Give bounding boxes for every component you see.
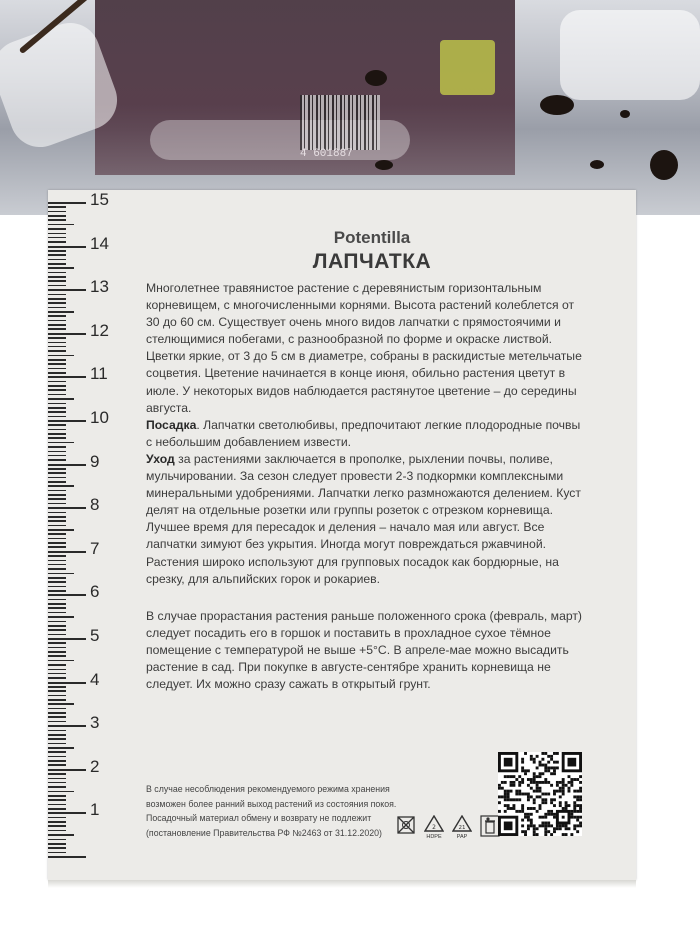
ruler-number: 10 [90, 408, 109, 427]
ruler-tick [48, 307, 66, 309]
ruler-tick [48, 542, 66, 544]
ruler-tick [48, 516, 66, 518]
storage-notice [146, 782, 396, 840]
ruler-tick [48, 389, 66, 391]
ruler-tick [48, 721, 66, 723]
ruler-tick [48, 485, 74, 487]
ruler-tick [48, 651, 66, 653]
ruler-tick [48, 778, 66, 780]
ruler-number: 1 [90, 800, 100, 820]
ruler-tick [48, 621, 66, 623]
ruler-tick [48, 525, 66, 527]
ruler-tick [48, 398, 74, 400]
ruler-tick [48, 634, 66, 636]
ruler-tick [48, 529, 74, 531]
ruler-tick [48, 834, 74, 836]
ruler-tick [48, 686, 66, 688]
ruler-tick [48, 603, 66, 605]
ruler-tick [48, 276, 66, 278]
ruler-number: 11 [90, 364, 108, 384]
ruler-tick [48, 647, 66, 649]
ruler-major-tick [48, 376, 86, 378]
ruler-tick [48, 629, 66, 631]
ruler-tick [48, 747, 74, 749]
ruler-number: 8 [90, 495, 100, 515]
ruler-number: 4 [90, 669, 100, 689]
soil-speck [590, 160, 604, 169]
ruler-number: 5 [90, 626, 100, 645]
ruler-tick [48, 677, 66, 679]
ruler-tick [48, 407, 66, 409]
planting-label: Посадка [146, 417, 197, 432]
ruler-tick [48, 795, 66, 797]
ruler-tick [48, 660, 74, 662]
svg-text:21: 21 [458, 825, 466, 831]
ruler-tick [48, 498, 66, 500]
ruler-tick [48, 324, 66, 326]
soil-speck [620, 110, 630, 118]
ruler-tick [48, 664, 66, 666]
ruler-tick [48, 320, 66, 322]
care-label: Уход [146, 451, 175, 466]
ruler-tick [48, 302, 66, 304]
ruler-tick [48, 350, 66, 352]
recycle-hdpe-icon [424, 815, 444, 841]
ruler-major-tick [48, 551, 86, 553]
ruler-tick [48, 472, 66, 474]
ruler-tick [48, 512, 66, 514]
ruler-number: 13 [90, 277, 109, 297]
ruler-tick [48, 538, 66, 540]
ruler-tick [48, 817, 66, 819]
ruler-tick [48, 294, 66, 296]
ruler-tick [48, 612, 66, 614]
ruler-tick [48, 786, 66, 788]
ruler-tick [48, 586, 66, 588]
planting-text: . Лапчатки светолюбивы, предпочитают легкие плодородные почвы с небольшим добавлением извести. [146, 417, 581, 449]
ruler-tick [48, 799, 66, 801]
ruler-tick [48, 459, 66, 461]
recycling-icons [396, 815, 500, 841]
ruler-tick [48, 743, 66, 745]
ruler-tick [48, 285, 66, 287]
plastic-bag [0, 0, 700, 215]
care-text: за растениями заключается в прополке, рыхлении почвы, поливе, мульчировании. За сезон следует провести 2-3 подкормки комплексными минеральными удобрениями. Лапчатки легко размножаются делением. Куст делят на отдельные розетки или группы розеток с отрезком корневища. Лучшее время для пересадок и деления – начало мая или август. Все лапчатки зимуют без укрытия. Иногда могут повреждаться ржавчиной. [146, 451, 581, 552]
ruler-tick [48, 625, 66, 627]
ruler-number: 12 [90, 320, 109, 340]
ruler-number: 15 [90, 190, 109, 209]
ruler-tick [48, 442, 74, 444]
ruler-tick [48, 224, 74, 226]
ruler-tick [48, 590, 66, 592]
ruler-tick [48, 607, 66, 609]
ruler-tick [48, 734, 66, 736]
soil-speck [650, 150, 678, 180]
ruler-tick [48, 568, 66, 570]
ruler-tick [48, 839, 66, 841]
ruler-tick [48, 703, 74, 705]
ruler-tick [48, 533, 66, 535]
ruler-tick [48, 560, 66, 562]
ruler-tick [48, 477, 66, 479]
ruler-tick [48, 804, 66, 806]
ruler-major-tick [48, 725, 86, 727]
ruler-number: 6 [90, 582, 100, 602]
ruler-major-tick [48, 769, 86, 771]
ruler-tick [48, 363, 66, 365]
ruler-tick [48, 764, 66, 766]
ruler-tick [48, 503, 66, 505]
ruler-tick [48, 708, 66, 710]
package-tag [440, 40, 495, 95]
ruler-tick [48, 342, 66, 344]
ruler-tick [48, 821, 66, 823]
ruler-tick [48, 490, 66, 492]
ruler-tick [48, 451, 66, 453]
ruler-tick [48, 673, 66, 675]
soil-speck [365, 70, 387, 86]
ruler-tick [48, 468, 66, 470]
ruler-tick [48, 577, 66, 579]
ruler-major-tick [48, 638, 86, 640]
ruler-tick [48, 298, 66, 300]
ruler-number: 14 [90, 233, 109, 253]
ruler-number: 3 [90, 713, 100, 733]
ruler-tick [48, 311, 74, 313]
ruler-tick [48, 359, 66, 361]
ruler-tick [48, 328, 66, 330]
care-paragraph [146, 451, 586, 554]
ruler-major-tick [48, 594, 86, 596]
ruler-tick [48, 211, 66, 213]
ruler-tick [48, 852, 66, 854]
ruler-tick [48, 756, 66, 758]
ruler-tick [48, 847, 66, 849]
ruler-tick [48, 424, 66, 426]
ruler-tick [48, 372, 66, 374]
ruler-tick [48, 573, 74, 575]
ruler-tick [48, 716, 66, 718]
ruler-tick [48, 437, 66, 439]
ruler-tick [48, 368, 66, 370]
svg-text:2: 2 [432, 824, 436, 831]
ruler-tick [48, 416, 66, 418]
soil-speck [375, 160, 393, 170]
qr-code[interactable] [498, 752, 582, 836]
ruler-tick [48, 355, 74, 357]
ruler-tick [48, 730, 66, 732]
ruler-tick [48, 782, 66, 784]
no-eat-icon [396, 815, 416, 841]
card-shadow [48, 880, 636, 888]
ruler-tick [48, 481, 66, 483]
ruler-tick [48, 433, 66, 435]
pap-label: PAP [456, 834, 468, 840]
planting-paragraph [146, 417, 586, 451]
ruler-tick [48, 616, 74, 618]
ruler-tick [48, 555, 66, 557]
description-text [146, 280, 586, 693]
ruler-tick [48, 394, 66, 396]
ruler-tick [48, 494, 66, 496]
ruler-number: 9 [90, 451, 100, 471]
ruler-major-tick [48, 289, 86, 291]
ruler-major-tick [48, 856, 86, 858]
ruler-tick [48, 760, 66, 762]
early-sprouting-paragraph: В случае прорастания растения раньше положенного срока (февраль, март) следует посадить его в горшок и поставить в прохладное сухое тёмное помещение с температурой не выше +5°С. В апреле-мае можно высадить растение в сад. При покупке в августе-сентябре хранить корневища не следует. Их можно сразу сажать в открытый грунт. [146, 608, 582, 692]
ruler-tick [48, 315, 66, 317]
ruler-tick [48, 403, 66, 405]
ruler-tick [48, 791, 74, 793]
ruler-tick [48, 429, 66, 431]
barcode-image [300, 95, 380, 150]
recycle-pap-icon [452, 815, 472, 841]
ruler-tick [48, 843, 66, 845]
ruler-tick [48, 280, 66, 282]
ruler-tick [48, 215, 66, 217]
ruler-tick [48, 751, 66, 753]
ruler-tick [48, 695, 66, 697]
barcode-number: 4 601887 [300, 148, 353, 160]
ruler-tick [48, 337, 66, 339]
ruler-number: 7 [90, 538, 100, 558]
ruler-tick [48, 699, 66, 701]
ruler-tick [48, 642, 66, 644]
cm-ruler [48, 190, 158, 880]
plant-name: ЛАПЧАТКА [312, 250, 432, 273]
ruler-major-tick [48, 420, 86, 422]
ruler-tick [48, 712, 66, 714]
soil-speck [540, 95, 574, 115]
ruler-tick [48, 581, 66, 583]
ruler-tick [48, 381, 66, 383]
ruler-tick [48, 825, 66, 827]
ruler-tick [48, 385, 66, 387]
ruler-tick [48, 808, 66, 810]
storage-notice-line: Посадочный материал обмену и возврату не подлежит [146, 813, 372, 823]
storage-notice-line: В случае несоблюдения рекомендуемого режима хранения [146, 784, 390, 794]
intro-paragraph: Многолетнее травянистое растение с деревянистым горизонтальным корневищем, с многочисленными корнями. Высота растений колеблется от 30 до 60 см. Существует очень много видов лапчатки с прямостоячими и стелющимися побегами, с разнообразной по форме и окраске листвой. Цветки яркие, от 3 до 5 см в диаметре, собраны в раскидистые метельчатые соцветия. Цветение начинается в конце июня, обильно растения цветут в июле. У некоторых видов наблюдается растянутое цветение – до середины августа. [146, 281, 582, 415]
latin-name: Potentilla [333, 228, 411, 247]
ruler-major-tick [48, 333, 86, 335]
ruler-tick [48, 206, 66, 208]
ruler-tick [48, 520, 66, 522]
bag-glare [560, 10, 700, 100]
ruler-major-tick [48, 202, 86, 204]
ruler-tick [48, 564, 66, 566]
ruler-tick [48, 738, 66, 740]
storage-notice-line: (постановление Правительства РФ №2463 от 31.12.2020) [146, 827, 382, 838]
ruler-tick [48, 690, 66, 692]
ruler-tick [48, 669, 66, 671]
ruler-tick [48, 546, 66, 548]
ruler-tick [48, 219, 66, 221]
usage-paragraph: Растения широко используют для групповых посадок как бордюрные, на срезку, для альпийских горок и рокариев. [146, 554, 559, 586]
instruction-card [48, 190, 636, 880]
ruler-tick [48, 773, 66, 775]
ruler-tick [48, 346, 66, 348]
ruler-number: 2 [90, 756, 100, 776]
ruler-major-tick [48, 507, 86, 509]
ruler-tick [48, 446, 66, 448]
ruler-tick [48, 455, 66, 457]
ruler-tick [48, 655, 66, 657]
ruler-tick [48, 830, 66, 832]
ruler-major-tick [48, 464, 86, 466]
hdpe-label: HDPE [426, 834, 442, 840]
storage-notice-line: возможен более ранний выход растений из состояния покоя. [146, 798, 397, 809]
ruler-major-tick [48, 812, 86, 814]
ruler-tick [48, 411, 66, 413]
ruler-tick [48, 599, 66, 601]
trash-bin-icon [480, 815, 500, 841]
ruler-major-tick [48, 682, 86, 684]
